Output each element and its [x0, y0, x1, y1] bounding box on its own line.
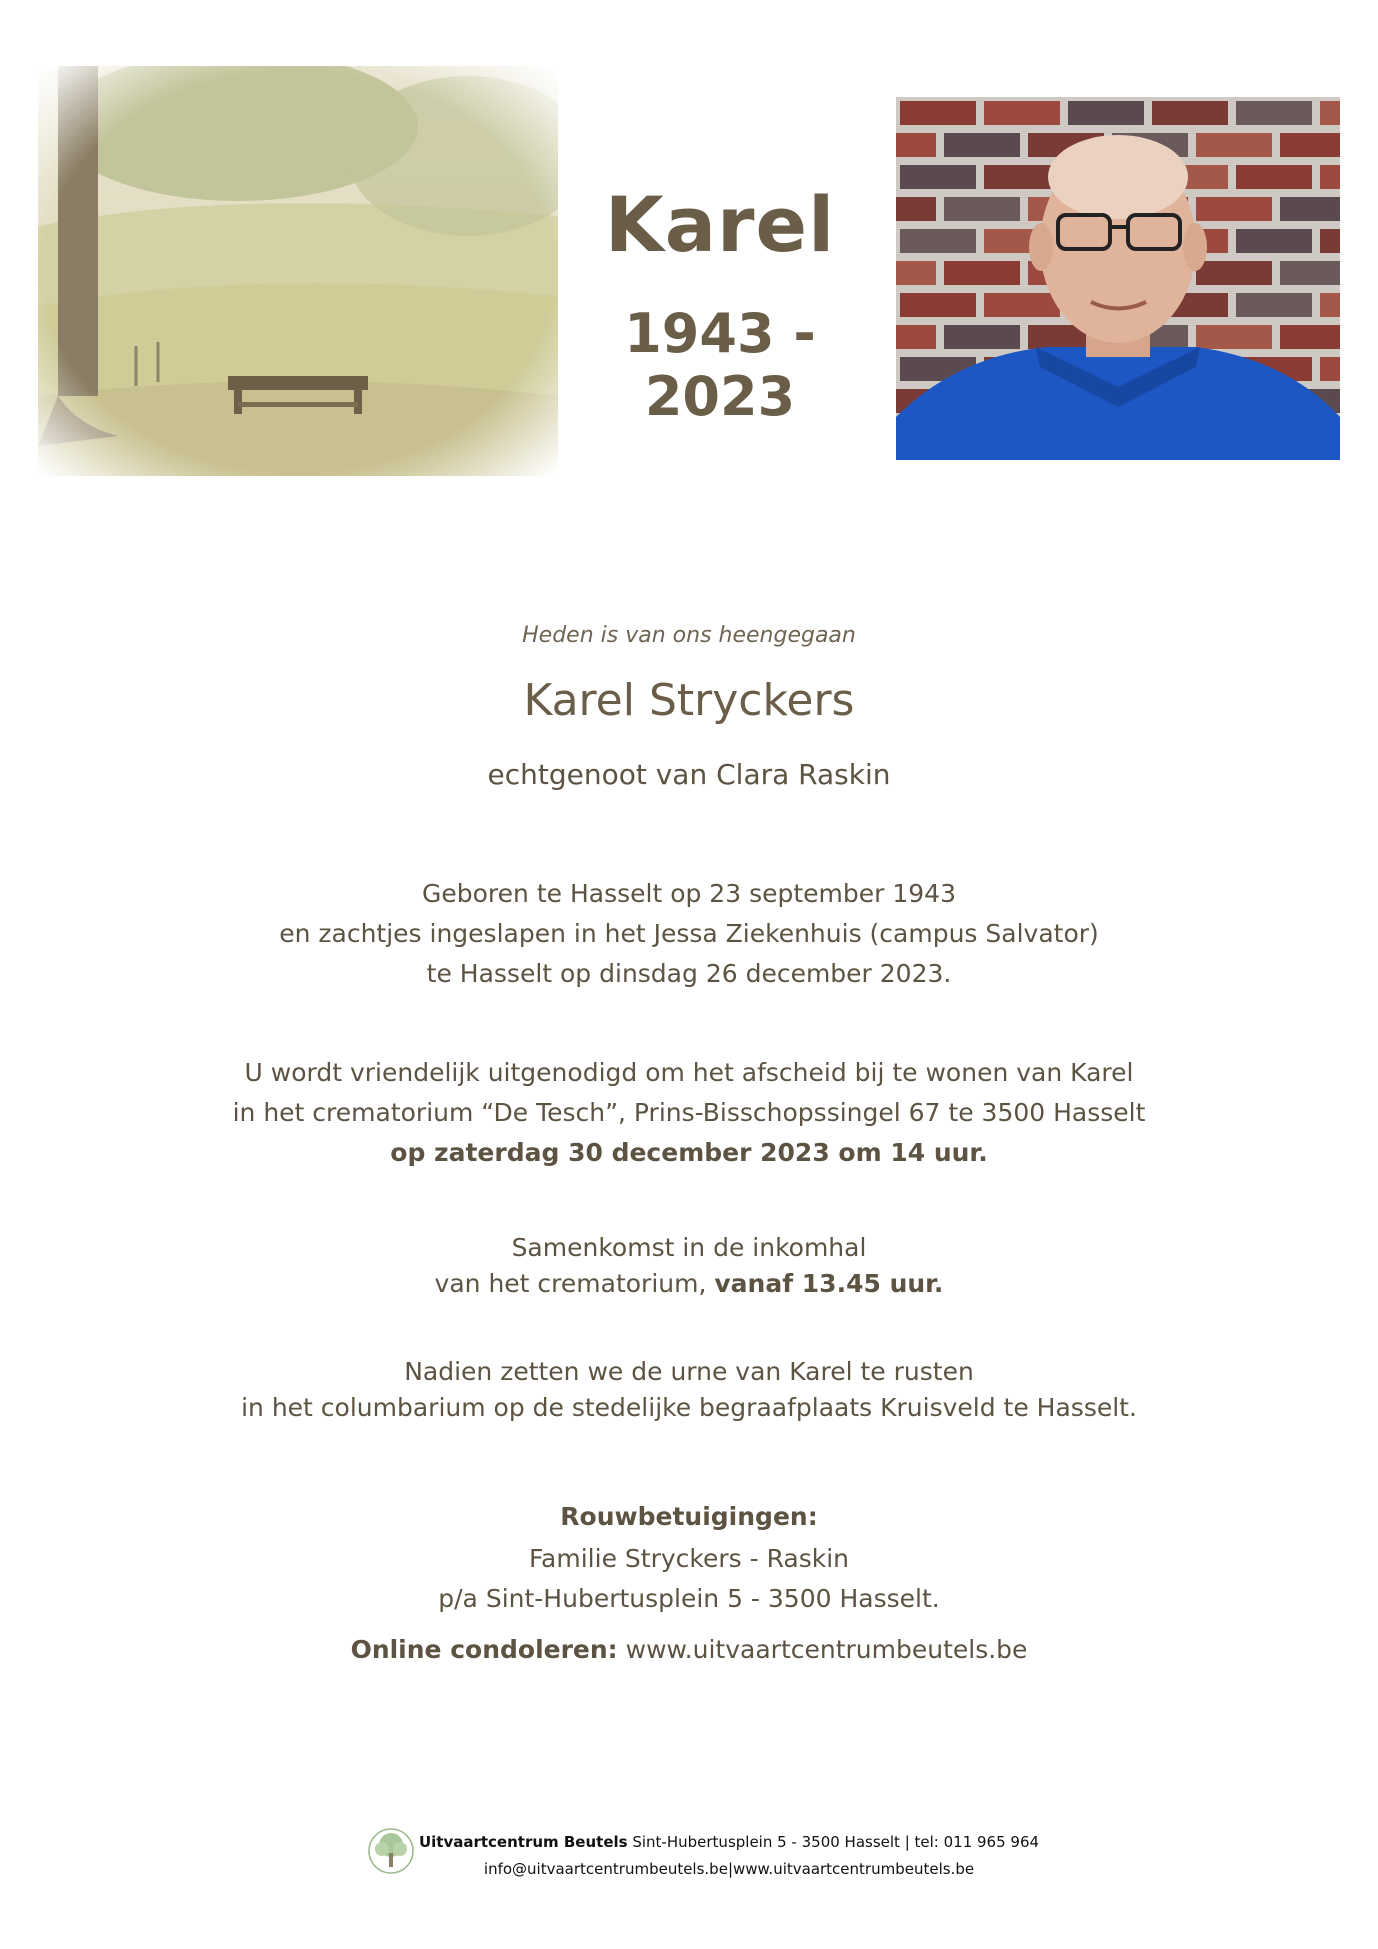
gathering-paragraph [0, 1230, 1378, 1302]
footer-line-2 [40, 1860, 1378, 1878]
gathering-line-1: Samenkomst in de inkomhal [511, 1233, 867, 1262]
header-years: 1943 - 2023 [624, 302, 816, 428]
condolences-line-1: Familie Stryckers - Raskin [528, 1544, 850, 1573]
footer-address: Sint-Hubertusplein 5 - 3500 Hasselt | tel: 011 965 964 [632, 1833, 1040, 1851]
invitation-paragraph [0, 1053, 1378, 1173]
condolences-address [0, 1539, 1378, 1619]
online-url-link[interactable]: www.uitvaartcentrumbeutels.be [625, 1635, 1028, 1664]
birth-line-2: en zachtjes ingeslapen in het Jessa Ziekenhuis (campus Salvator) [279, 919, 1099, 948]
gathering-prefix: van het crematorium, [434, 1269, 707, 1298]
urn-line-2: in het columbarium op de stedelijke begraafplaats Kruisveld te Hasselt. [241, 1393, 1137, 1422]
intro-text: Heden is van ons heengegaan [522, 623, 856, 648]
urn-paragraph [0, 1354, 1378, 1426]
condolences-title: Rouwbetuigingen: [560, 1502, 818, 1531]
birth-line-3: te Hasselt op dinsdag 26 december 2023. [426, 959, 952, 988]
invitation-line-1: U wordt vriendelijk uitgenodigd om het afscheid bij te wonen van Karel [244, 1058, 1134, 1087]
spouse-line: echtgenoot van Clara Raskin [487, 758, 891, 791]
portrait-photo [896, 97, 1340, 460]
footer-email-link[interactable]: info@uitvaartcentrumbeutels.be [483, 1860, 728, 1878]
landscape-bench-image [38, 66, 558, 476]
invitation-line-2: in het crematorium “De Tesch”, Prins-Bisschopssingel 67 te 3500 Hasselt [232, 1098, 1146, 1127]
header-first-name: Karel [604, 180, 836, 269]
birth-paragraph [0, 874, 1378, 994]
birth-line-1: Geboren te Hasselt op 23 september 1943 [422, 879, 956, 908]
invitation-date: op zaterdag 30 december 2023 om 14 uur. [390, 1138, 988, 1167]
footer-line-1 [40, 1833, 1378, 1851]
urn-line-1: Nadien zetten we de urne van Karel te rusten [404, 1357, 974, 1386]
full-name: Karel Stryckers [523, 675, 855, 726]
online-label: Online condoleren: [350, 1635, 618, 1664]
footer-company: Uitvaartcentrum Beutels [418, 1833, 628, 1851]
footer-separator: | [727, 1860, 733, 1878]
online-condolences [0, 1635, 1378, 1664]
gathering-time: vanaf 13.45 uur. [714, 1269, 944, 1298]
footer-website-link[interactable]: www.uitvaartcentrumbeutels.be [733, 1860, 975, 1878]
gathering-line-2 [0, 1266, 1378, 1302]
condolences-line-2: p/a Sint-Hubertusplein 5 - 3500 Hasselt. [438, 1584, 940, 1613]
